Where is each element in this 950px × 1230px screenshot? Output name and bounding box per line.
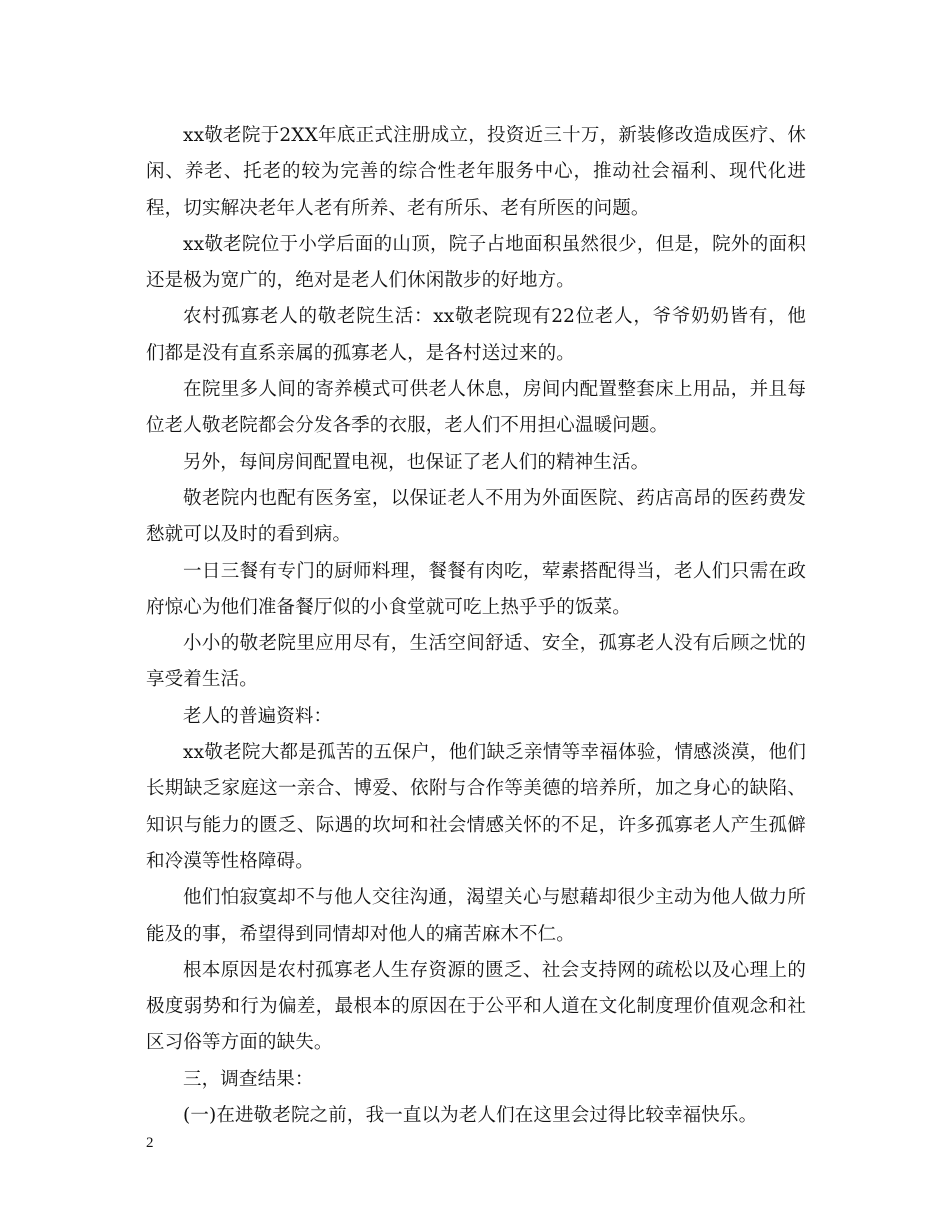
paragraph: xx敬老院大都是孤苦的五保户，他们缺乏亲情等幸福体验，情感淡漠，他们长期缺乏家庭这一亲合、博爱、依附与合作等美德的培养所，加之身心的缺陷、知识与能力的匮乏、际遇的坎坷和社会情感关怀的不足，许多孤寡老人产生孤僻和冷漠等性格障碍。 — [146, 742, 806, 872]
paragraph: xx敬老院于2XX年底正式注册成立，投资近三十万，新装修改造成医疗、休闲、养老、托老的较为完善的综合性老年服务中心，推动社会福利、现代化进程，切实解决老年人老有所养、老有所乐、老有所医的问题。 — [146, 125, 806, 219]
page-number: 2 — [146, 1135, 154, 1151]
document-body — [146, 118, 806, 1134]
paragraph: 另外，每间房间配置电视，也保证了老人们的精神生活。 — [183, 451, 650, 473]
section-heading: 三，调查结果： — [183, 1068, 314, 1090]
paragraph: 敬老院内也配有医务室，以保证老人不用为外面医院、药店高昂的医药费发愁就可以及时的看到病。 — [146, 487, 806, 546]
section-label: 老人的普遍资料： — [183, 705, 333, 727]
paragraph: (一)在进敬老院之前，我一直以为老人们在这里会过得比较幸福快乐。 — [183, 1105, 758, 1127]
paragraph: xx敬老院位于小学后面的山顶，院子占地面积虽然很少，但是，院外的面积还是极为宽广的，绝对是老人们休闲散步的好地方。 — [146, 233, 806, 292]
paragraph: 根本原因是农村孤寡老人生存资源的匮乏、社会支持网的疏松以及心理上的极度弱势和行为偏差，最根本的原因在于公平和人道在文化制度理价值观念和社区习俗等方面的缺失。 — [146, 959, 806, 1054]
paragraph: 在院里多人间的寄养模式可供老人休息，房间内配置整套床上用品，并且每位老人敬老院都会分发各季的衣服，老人们不用担心温暖问题。 — [146, 379, 806, 437]
paragraph: 他们怕寂寞却不与他人交往沟通，渴望关心与慰藉却很少主动为他人做力所能及的事，希望得到同情却对他人的痛苦麻木不仁。 — [146, 887, 806, 945]
paragraph: 小小的敬老院里应用尽有，生活空间舒适、安全，孤寡老人没有后顾之忧的享受着生活。 — [146, 633, 806, 691]
paragraph: 农村孤寡老人的敬老院生活：xx敬老院现有22位老人，爷爷奶奶皆有，他们都是没有直系亲属的孤寡老人，是各村送过来的。 — [146, 306, 806, 364]
paragraph: 一日三餐有专门的厨师料理，餐餐有肉吃，荤素搭配得当，老人们只需在政府惊心为他们准备餐厅似的小食堂就可吃上热乎乎的饭菜。 — [146, 560, 806, 618]
